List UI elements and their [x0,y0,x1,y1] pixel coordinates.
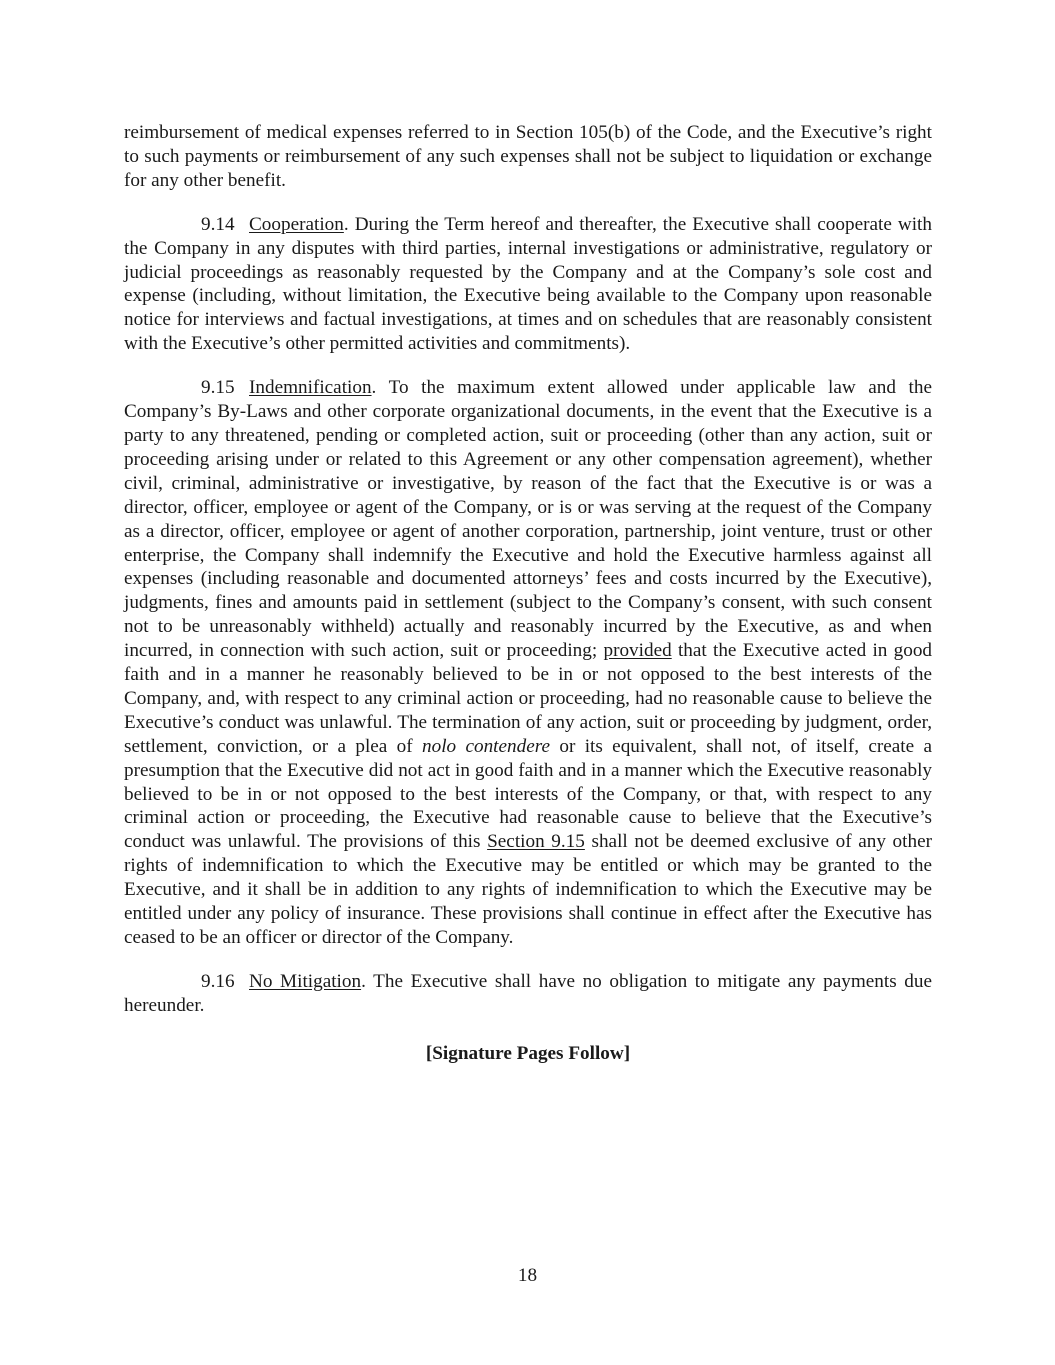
continuation-paragraph: reimbursement of medical expenses referred to in Section 105(b) of the Code, and the Executive’s right to such payments or reimbursement of any such expenses shall not be subject to liquidation or exchange for any other benefit. [124,122,932,191]
section-9-15 [124,376,932,950]
section-body-part-4: shall not be deemed exclusive of any other rights of indemnification to which the Executive may be entitled or which may be granted to the Executive, and it shall be in addition to any rights of indemnification to which the Executive may be entitled under any policy of insurance. These provisions shall continue in effect after the Executive has ceased to be an officer or director of the Company. [124,831,932,948]
proviso-term: provided [603,640,672,662]
signature-pages-notice: [Signature Pages Follow] [425,1042,631,1064]
section-body: . The Executive shall have no obligation to mitigate any payments due hereunder. [124,970,932,1016]
section-number: 9.14 [201,213,235,235]
page-number: 18 [517,1265,538,1286]
section-body: . During the Term hereof and thereafter, the Executive shall cooperate with the Company in any disputes with third parties, internal investigations or administrative, regulatory or judicial proceedings as reasonably requested by the Company and at the Company’s sole cost and expense (including, without limitation, the Executive being available to the Company upon reasonable notice for interviews and factual investigations, at times and on schedules that are reasonably consistent with the Executive’s other permitted activities and commitments). [124,213,932,355]
section-number: 9.16 [201,970,235,992]
section-body-part-1: . To the maximum extent allowed under applicable law and the Company’s By-Laws and other corporate organizational documents, in the event that the Executive is a party to any threatened, pending or completed action, suit or proceeding (other than any action, suit or proceeding arising under or related to this Agreement or any other compensation agreement), whether civil, criminal, administrative or investigative, by reason of the fact that the Executive is or was a director, officer, employee or agent of the Company, or is or was serving at the request of the Company as a director, officer, employee or agent of another corporation, partnership, joint venture, trust or other enterprise, the Company shall indemnify the Executive and hold the Executive harmless against all expenses (including reasonable and documented attorneys’ fees and costs incurred by the Executive), judgments, fines and amounts paid in settlement (subject to the Company’s consent, with such consent not to be unreasonably withheld) actually and reasonably incurred by the Executive, as and when incurred, in connection with such action, suit or proceeding; [124,377,932,662]
section-cross-reference: Section 9.15 [487,831,585,853]
section-heading: No Mitigation [249,970,362,992]
latin-term: nolo contendere [422,735,551,757]
section-9-16 [124,970,932,1018]
section-heading: Cooperation [249,213,344,235]
document-body [124,121,932,1066]
section-body-part-3: or its equivalent, shall not, of itself, create a presumption that the Executive did not act in good faith and in a manner which the Executive reasonably believed to be in or not opposed to the best interests of the Company, or that, with respect to any criminal action or proceeding, the Executive had reasonable cause to believe that the Executive’s conduct was unlawful. The provisions of this [124,735,933,853]
section-heading: Indemnification [249,377,372,399]
section-9-14 [124,213,932,356]
section-number: 9.15 [201,377,235,399]
section-body-part-2: that the Executive acted in good faith and in a manner he reasonably believed to be in or not opposed to the best interests of the Company, and, with respect to any criminal action or proceeding, had no reasonable cause to believe the Executive’s conduct was unlawful. The termination of any action, suit or proceeding by judgment, order, settlement, conviction, or a plea of [124,640,933,757]
